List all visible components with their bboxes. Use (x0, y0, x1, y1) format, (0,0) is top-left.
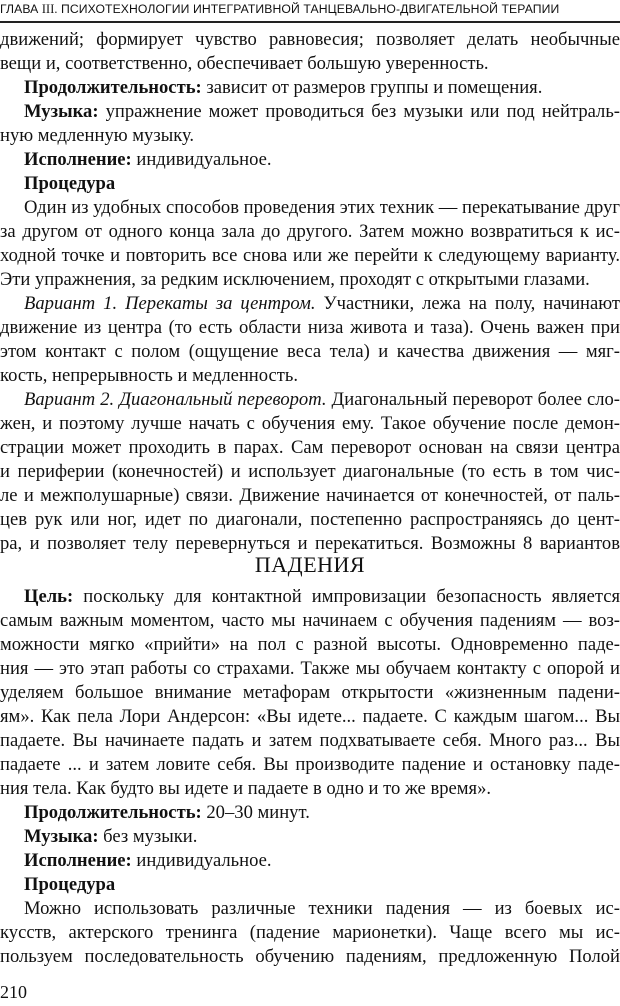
text-line: кусств, актерского тренинга (падение марионетки). Чаще всего мы ис- (0, 922, 620, 943)
text-line: за другом от одного конца зала до другого. Затем можно возвратиться к ис- (0, 221, 620, 242)
text-line: кость, непрерывность и медленность. (0, 365, 299, 386)
music-line: Музыка: упражнение может проводиться без музыки или под нейтраль- (24, 101, 620, 122)
variant-2-line: Вариант 2. Диагональный переворот. Диагональный переворот более сло- (24, 389, 620, 410)
text-line: Один из удобных способов проведения этих техник — перекатывание друг (24, 197, 620, 218)
text-line: цев рук или ног, идет по диагонали, постепенно распространяясь до цент- (0, 509, 620, 530)
music-line: Музыка: без музыки. (24, 826, 198, 847)
text-line: этом контакт с полом (ощущение веса тела) и качества движения — мяг- (0, 341, 620, 362)
text-line: падаете. Вы начинаете падать и затем подхватываете себя. Много раз... Вы (0, 730, 620, 751)
text-line: движений; формирует чувство равновесия; позволяет делать необычные (0, 29, 620, 50)
text-line: пользуем последовательность обучению падениям, предложенную Полой (0, 946, 620, 967)
text-line: ную медленную музыку. (0, 125, 195, 146)
text-line: страции может проходить в парах. Сам переворот основан на связи центра (0, 437, 620, 458)
text-line: самым важным моментом, часто мы начинаем с обучения падениям — воз- (0, 610, 620, 631)
text-line: ра, и позволяет телу перевернуться и перекатиться. Возможны 8 вариантов (0, 533, 620, 554)
goal-line: Цель: поскольку для контактной импровизации безопасность является (24, 586, 620, 607)
text-line: можности мягко «прийти» на пол с разной высоты. Одновременно паде- (0, 634, 620, 655)
running-header: ГЛАВА III. ПСИХОТЕХНОЛОГИИ ИНТЕГРАТИВНОЙ ТАНЦЕВАЛЬНО-ДВИГАТЕЛЬНОЙ ТЕРАПИИ (0, 2, 560, 16)
header-rule (0, 21, 620, 23)
text-line: ям». Как пела Лори Андерсон: «Вы идете... падаете. С каждым шагом... Вы (0, 706, 620, 727)
procedure-heading: Процедура (24, 874, 116, 895)
duration-line: Продолжительность: 20–30 минут. (24, 802, 310, 823)
text-line: ния — это этап работы со страхами. Также мы обучаем контакту с опорой и (0, 658, 620, 679)
text-line: Эти упражнения, за редким исключением, проходят с открытыми глазами. (0, 269, 590, 290)
procedure-heading: Процедура (24, 173, 116, 194)
text-line: вещи и, соответственно, обеспечивает большую уверенность. (0, 53, 489, 74)
execution-line: Исполнение: индивидуальное. (24, 850, 272, 871)
variant-1-line: Вариант 1. Перекаты за центром. Участники, лежа на полу, начинают (24, 293, 620, 314)
section-title: ПАДЕНИЯ (254, 552, 366, 577)
text-line: Можно использовать различные техники падения — из боевых ис- (24, 898, 620, 919)
duration-line: Продолжительность: зависит от размеров группы и помещения. (24, 77, 543, 98)
text-line: жен, и поэтому лучше начать с обучения ему. Такое обучение после демон- (0, 413, 620, 434)
page-number: 210 (0, 982, 27, 1002)
text-line: падаете ... и затем ловите себя. Вы производите падение и остановку паде- (0, 754, 620, 775)
text-line: уделяем большое внимание метафорам открытости «жизненным падени- (0, 682, 620, 703)
execution-line: Исполнение: индивидуальное. (24, 149, 272, 170)
text-line: и периферии (конечностей) и использует диагональные (то есть в том чис- (0, 461, 620, 482)
text-line: ле и межполушарные) связи. Движение начинается от конечностей, от паль- (0, 485, 620, 506)
text-line: ходной точке и повторить все снова или же перейти к следующему варианту. (0, 245, 620, 266)
text-line: ния тела. Как будто вы идете и падаете в одно и то же время». (0, 778, 492, 799)
text-line: движение из центра (то есть области низа живота и таза). Очень важен при (0, 317, 620, 338)
